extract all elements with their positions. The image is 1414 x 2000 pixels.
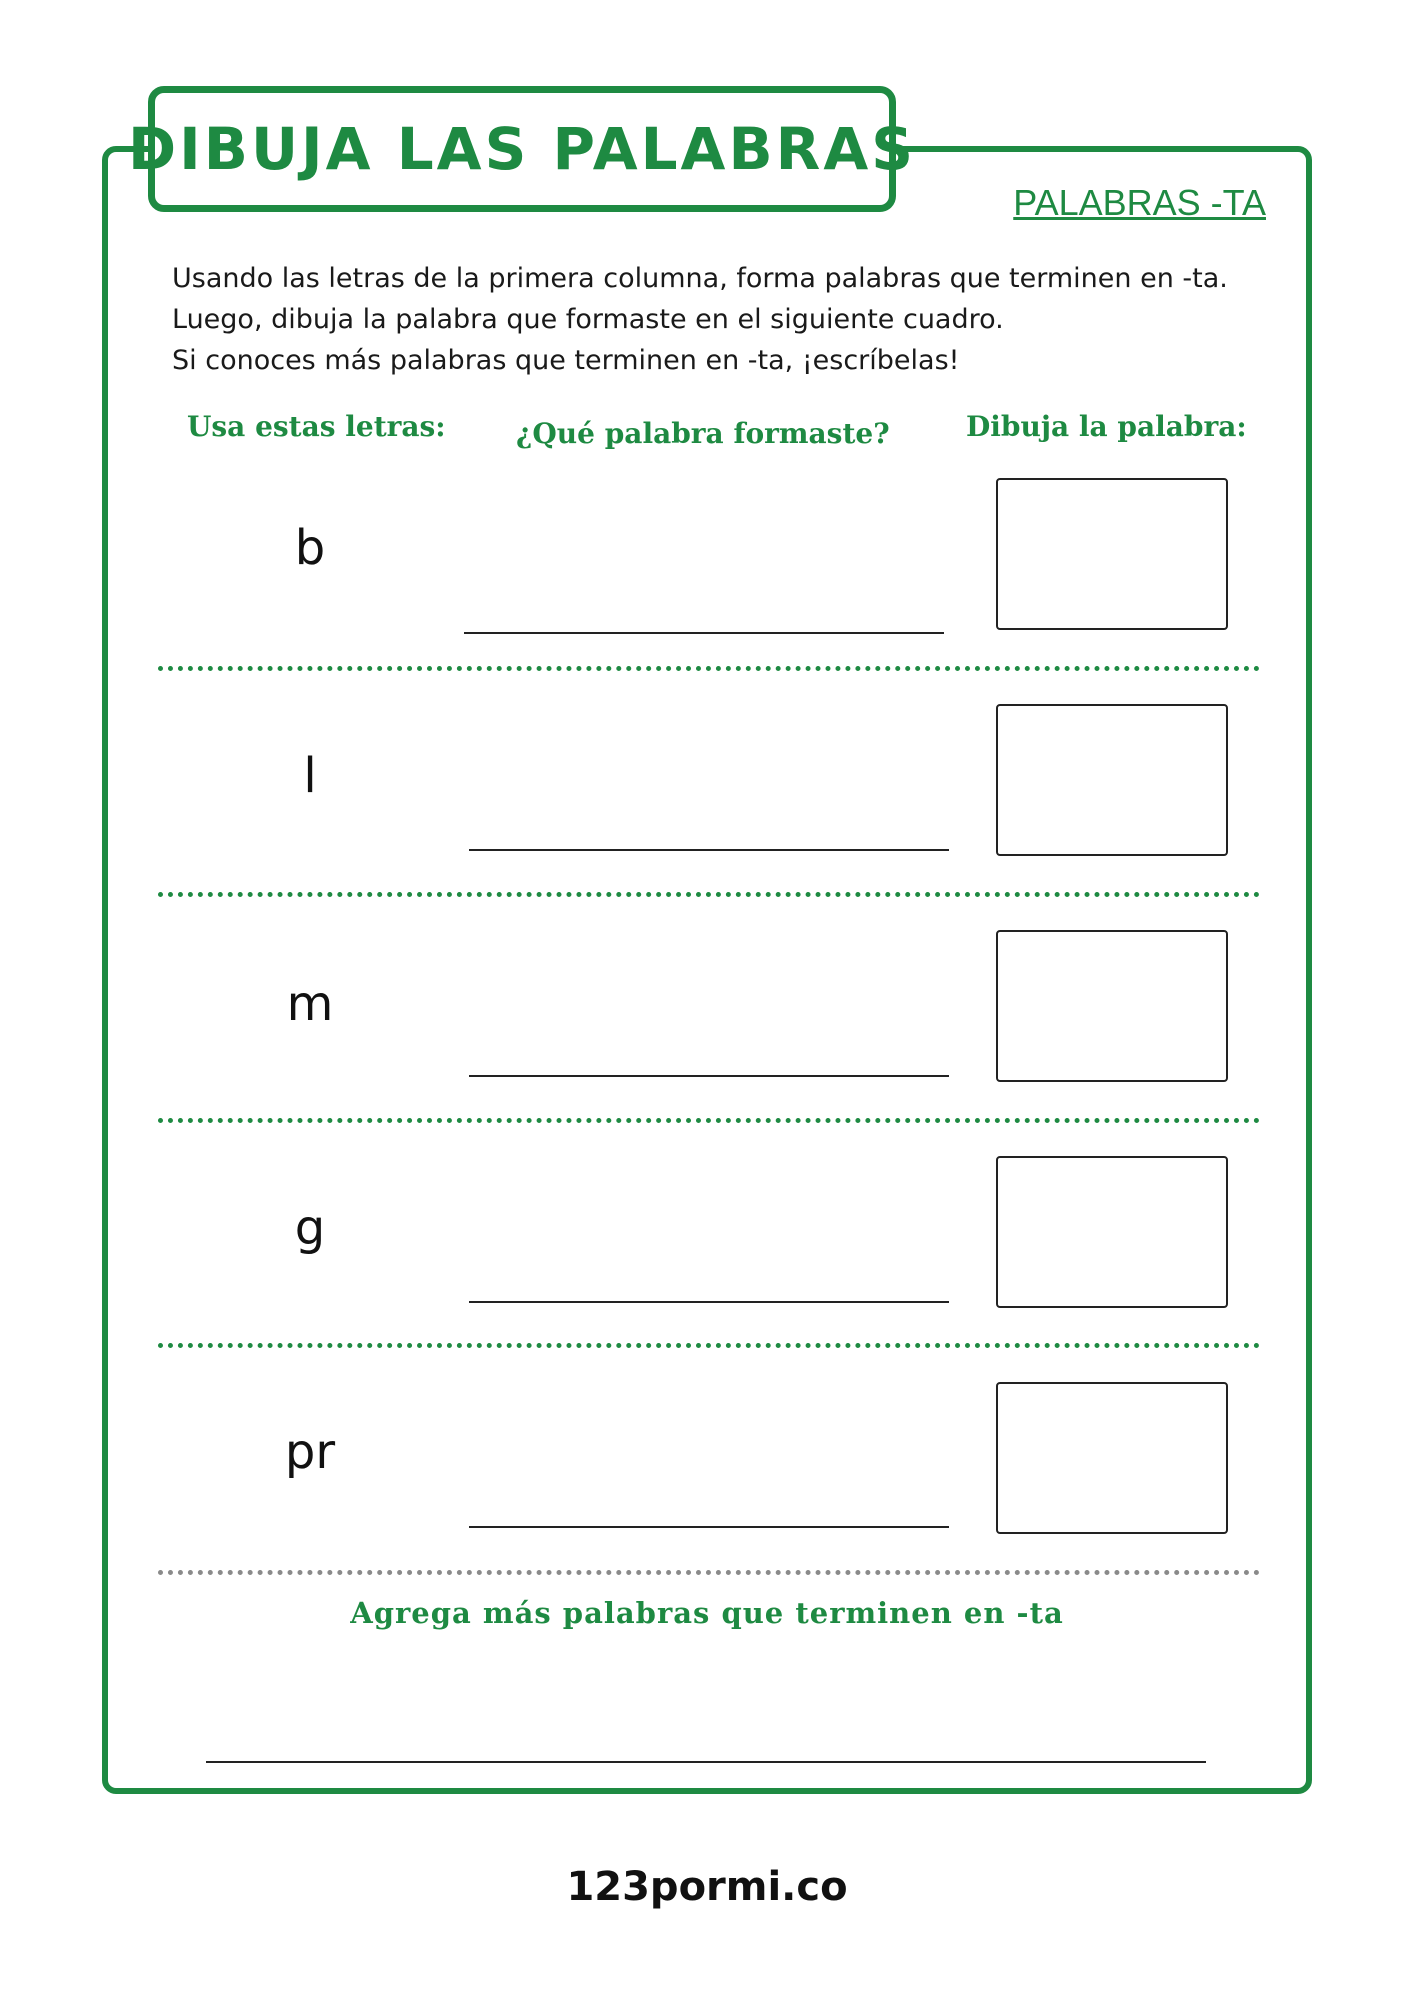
- instruction-line-3: Si conoces más palabras que terminen en -ta, ¡escríbelas!: [172, 345, 960, 376]
- worksheet-subtitle: PALABRAS -TA: [1013, 182, 1266, 223]
- instructions: [172, 258, 1282, 381]
- row-divider-5: [158, 1570, 1260, 1575]
- drawing-box-2[interactable]: [996, 704, 1228, 856]
- answer-line-1[interactable]: [464, 632, 944, 634]
- more-words-label: Agrega más palabras que terminen en -ta: [350, 1596, 1064, 1630]
- more-words-line[interactable]: [206, 1761, 1206, 1763]
- answer-line-4[interactable]: [469, 1301, 949, 1303]
- column-header-word: ¿Qué palabra formaste?: [516, 417, 890, 450]
- page-title: DIBUJA LAS PALABRAS: [128, 115, 916, 183]
- row-letters-g: g: [294, 1200, 326, 1256]
- drawing-box-4[interactable]: [996, 1156, 1228, 1308]
- row-divider-1: [158, 666, 1260, 671]
- drawing-box-1[interactable]: [996, 478, 1228, 630]
- title-box: [128, 86, 916, 212]
- answer-line-5[interactable]: [469, 1526, 949, 1528]
- row-divider-3: [158, 1118, 1260, 1123]
- drawing-box-3[interactable]: [996, 930, 1228, 1082]
- row-letters-b: b: [294, 520, 326, 576]
- answer-line-2[interactable]: [469, 849, 949, 851]
- instruction-line-2: Luego, dibuja la palabra que formaste en el siguiente cuadro.: [172, 304, 1004, 335]
- row-divider-2: [158, 892, 1260, 897]
- column-header-draw: Dibuja la palabra:: [966, 410, 1247, 443]
- row-letters-l: l: [303, 748, 317, 804]
- instruction-line-1: Usando las letras de la primera columna, forma palabras que terminen en -ta.: [172, 263, 1228, 294]
- row-letters-m: m: [286, 976, 334, 1032]
- row-letters-pr: pr: [284, 1424, 336, 1480]
- column-header-letters: Usa estas letras:: [187, 410, 446, 443]
- footer-brand: 123pormi.co: [566, 1864, 848, 1910]
- answer-line-3[interactable]: [469, 1075, 949, 1077]
- row-divider-4: [158, 1343, 1260, 1348]
- drawing-box-5[interactable]: [996, 1382, 1228, 1534]
